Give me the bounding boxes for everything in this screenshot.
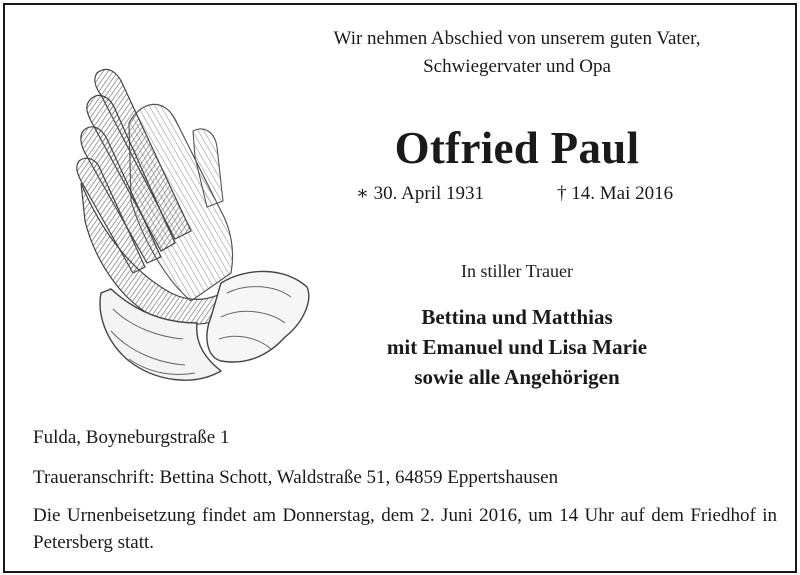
birth-date: ∗ 30. April 1931: [356, 183, 484, 204]
deceased-name: Otfried Paul: [394, 123, 640, 173]
mourning-address: Traueranschrift: Bettina Schott, Waldstraße 51, 64859 Eppertshausen: [33, 467, 559, 488]
intro-line-2: Schwiegervater und Opa: [423, 56, 611, 77]
place-address: Fulda, Boyneburgstraße 1: [33, 427, 230, 448]
intro-line-1: Wir nehmen Abschied von unserem guten Vater,: [333, 28, 701, 49]
intro-text: [267, 25, 767, 81]
mourning-line: In stiller Trauer: [461, 261, 573, 281]
mourners-list: [267, 302, 767, 392]
mourner-line-2: mit Emanuel und Lisa Marie: [386, 335, 648, 359]
obituary-notice: [3, 3, 797, 573]
mourner-line-1: Bettina und Matthias: [421, 305, 613, 329]
burial-notice: Die Urnenbeisetzung findet am Donnerstag, dem 2. Juni 2016, um 14 Uhr auf dem Friedhof in Petersberg statt.: [33, 505, 777, 553]
death-date: † 14. Mai 2016: [557, 183, 674, 204]
mourner-line-3: sowie alle Angehörigen: [414, 365, 620, 389]
